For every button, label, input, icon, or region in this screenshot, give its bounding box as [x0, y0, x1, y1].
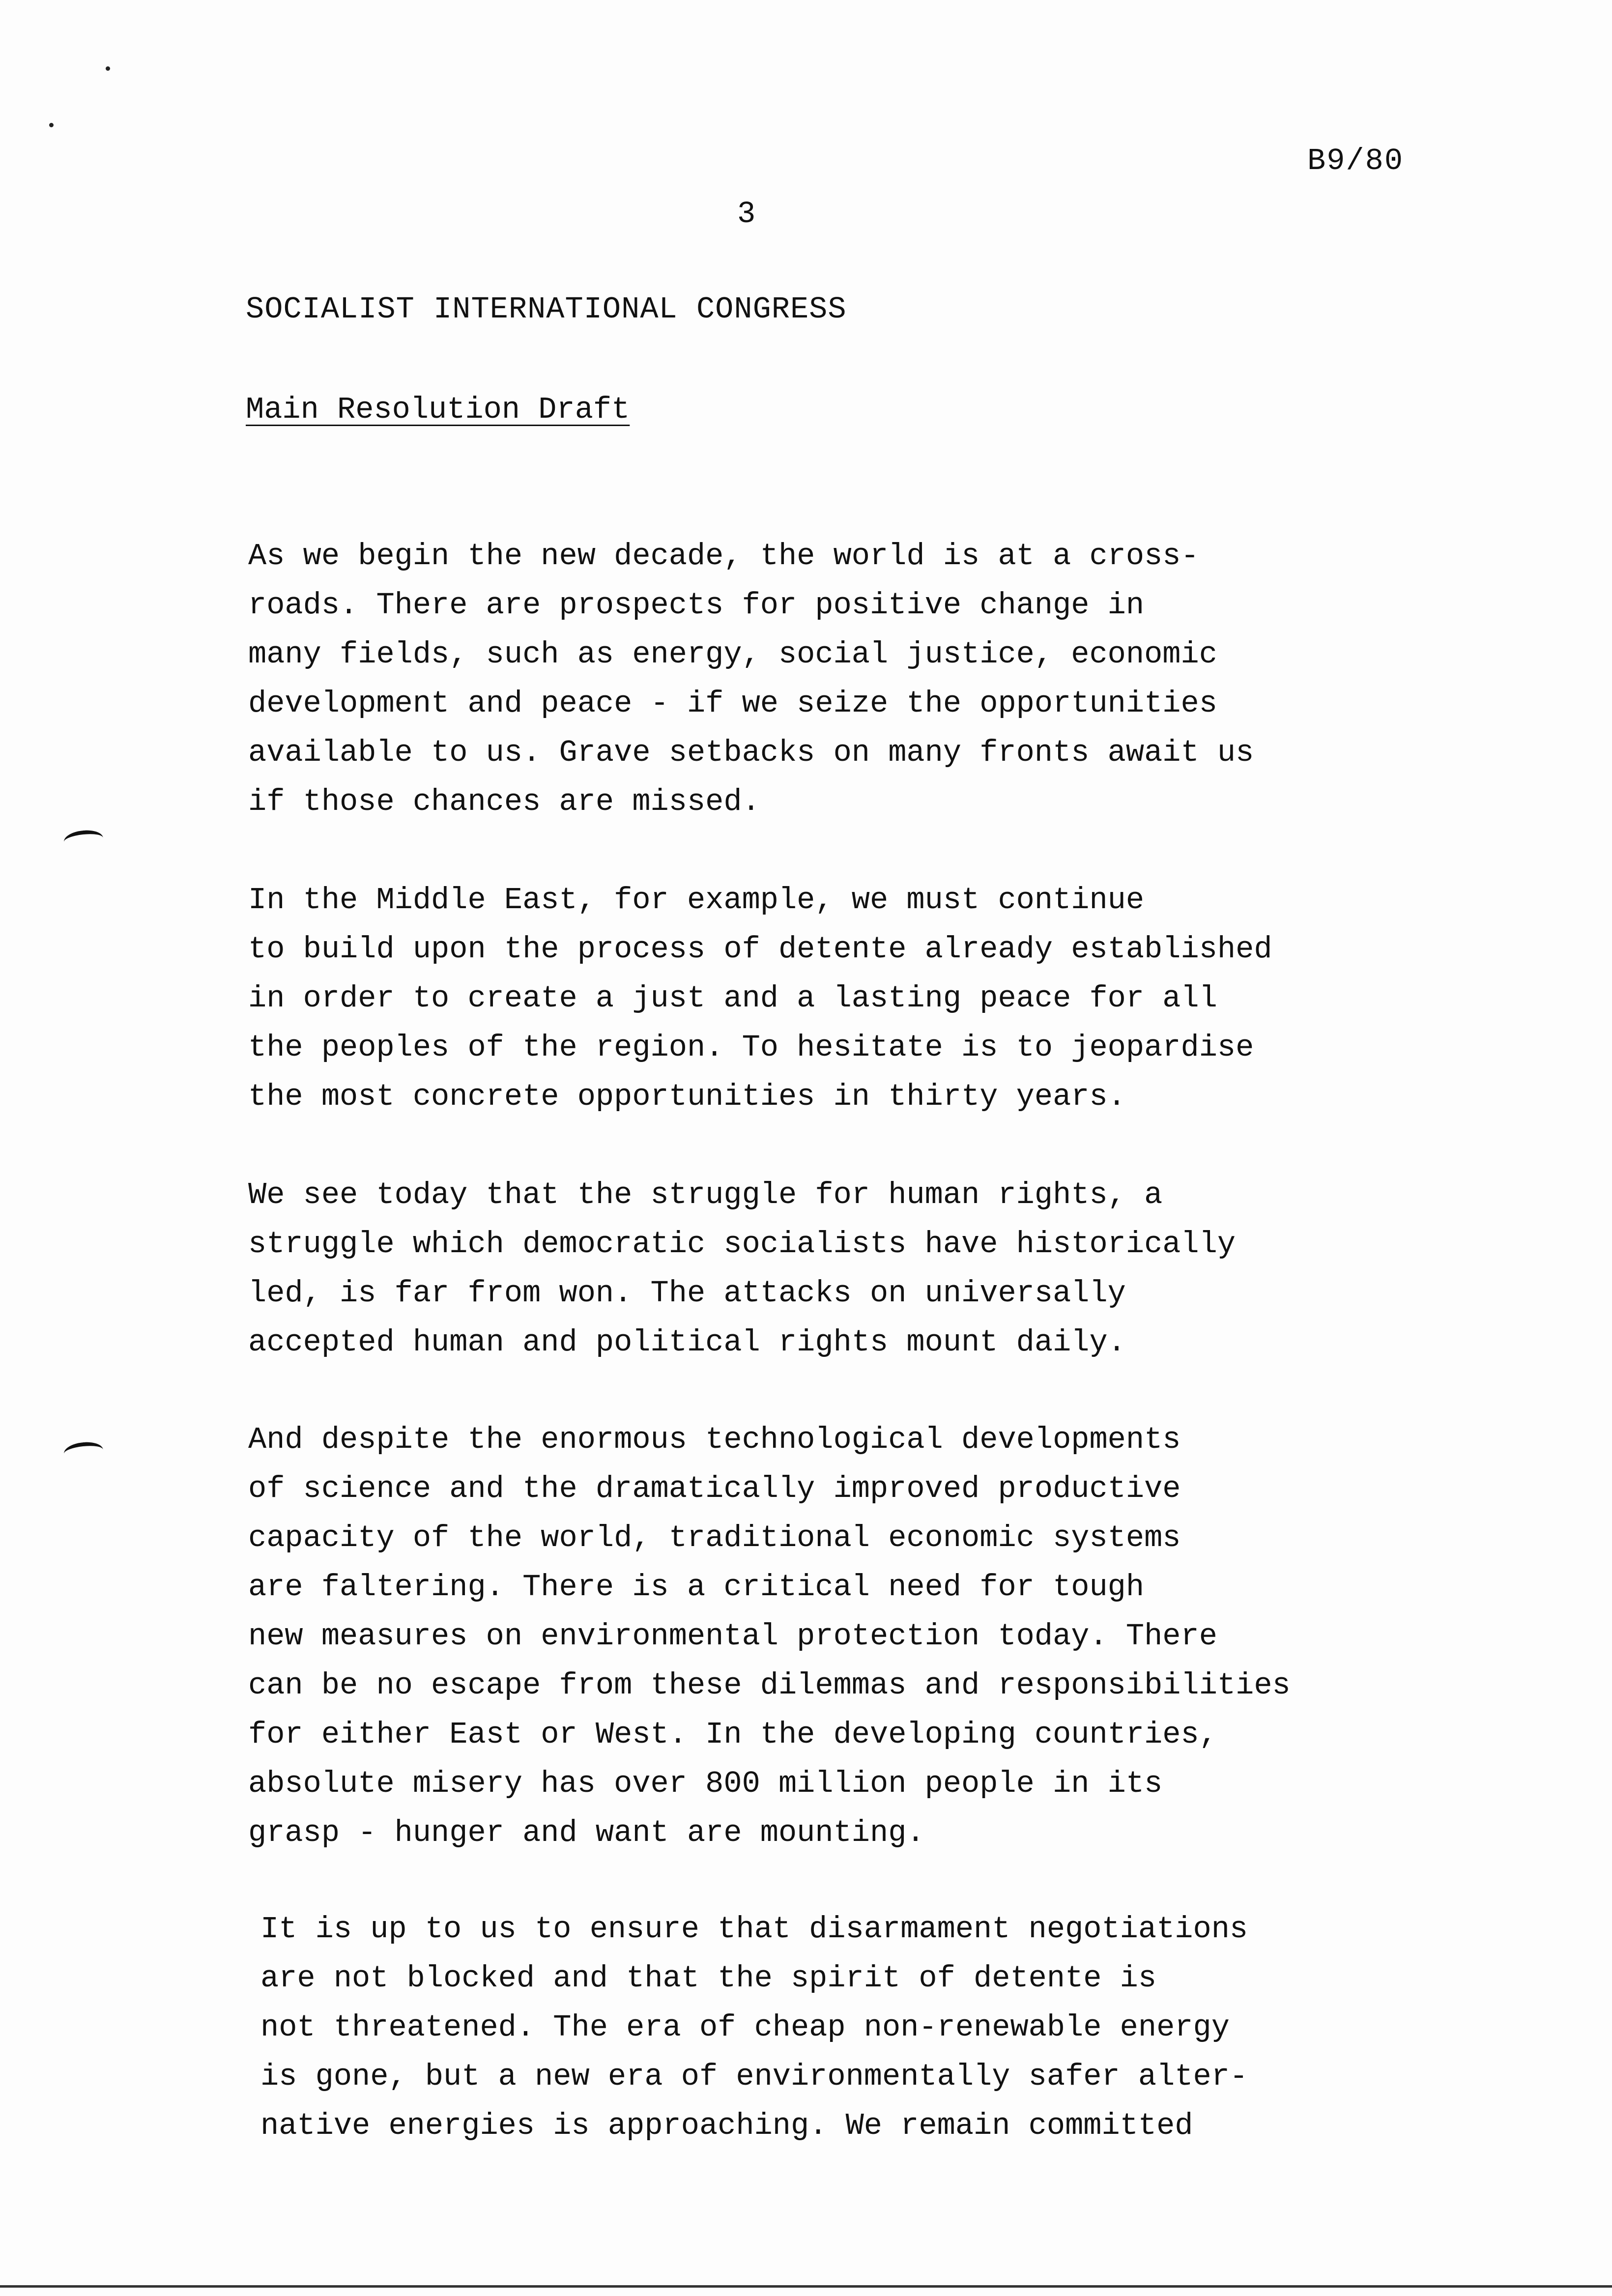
- paragraph-2: [248, 876, 1272, 1121]
- text-line: new measures on environmental protection today. There: [248, 1619, 1217, 1654]
- text-line: the peoples of the region. To hesitate is to jeopardise: [248, 1030, 1254, 1065]
- text-line: if those chances are missed.: [248, 784, 760, 819]
- scan-speck: [49, 123, 54, 127]
- paragraph-3: [248, 1171, 1236, 1367]
- text-line: It is up to us to ensure that disarmament negotiations: [260, 1912, 1248, 1947]
- text-line: accepted human and political rights mount daily.: [248, 1325, 1126, 1360]
- text-line: are not blocked and that the spirit of detente is: [260, 1961, 1157, 1996]
- binder-hole-mark: [63, 829, 104, 851]
- page-number: 3: [737, 197, 756, 231]
- binder-hole-mark: [63, 1440, 104, 1463]
- text-line: in order to create a just and a lasting peace for all: [248, 981, 1217, 1016]
- text-line: struggle which democratic socialists have historically: [248, 1227, 1236, 1262]
- document-title: SOCIALIST INTERNATIONAL CONGRESS: [246, 292, 847, 327]
- text-line: As we begin the new decade, the world is at a cross-: [248, 539, 1199, 574]
- paragraph-5: [260, 1905, 1248, 2151]
- text-line: led, is far from won. The attacks on universally: [248, 1276, 1126, 1311]
- text-line: is gone, but a new era of environmentally safer alter-: [260, 2059, 1248, 2094]
- text-line: grasp - hunger and want are mounting.: [248, 1815, 925, 1850]
- text-line: absolute misery has over 800 million people in its: [248, 1766, 1163, 1801]
- paragraph-1: [248, 532, 1254, 827]
- text-line: to build upon the process of detente already established: [248, 932, 1272, 967]
- text-line: We see today that the struggle for human rights, a: [248, 1177, 1163, 1212]
- document-subtitle: Main Resolution Draft: [246, 392, 630, 427]
- text-line: the most concrete opportunities in thirty years.: [248, 1079, 1126, 1114]
- text-line: In the Middle East, for example, we must continue: [248, 883, 1145, 918]
- text-line: are faltering. There is a critical need for tough: [248, 1570, 1145, 1605]
- text-line: for either East or West. In the developing countries,: [248, 1717, 1217, 1752]
- bottom-edge-rule: [0, 2285, 1612, 2288]
- text-line: roads. There are prospects for positive change in: [248, 588, 1145, 623]
- scan-speck: [106, 66, 110, 71]
- text-line: capacity of the world, traditional economic systems: [248, 1521, 1181, 1555]
- text-line: of science and the dramatically improved productive: [248, 1471, 1181, 1506]
- text-line: can be no escape from these dilemmas and responsibilities: [248, 1668, 1291, 1703]
- document-reference: B9/80: [1307, 144, 1404, 178]
- text-line: not threatened. The era of cheap non-renewable energy: [260, 2010, 1230, 2045]
- text-line: many fields, such as energy, social justice, economic: [248, 637, 1217, 672]
- text-line: development and peace - if we seize the opportunities: [248, 686, 1217, 721]
- text-line: And despite the enormous technological developments: [248, 1422, 1181, 1457]
- text-line: available to us. Grave setbacks on many fronts await us: [248, 735, 1254, 770]
- text-line: native energies is approaching. We remain committed: [260, 2108, 1193, 2143]
- paragraph-4: [248, 1415, 1291, 1858]
